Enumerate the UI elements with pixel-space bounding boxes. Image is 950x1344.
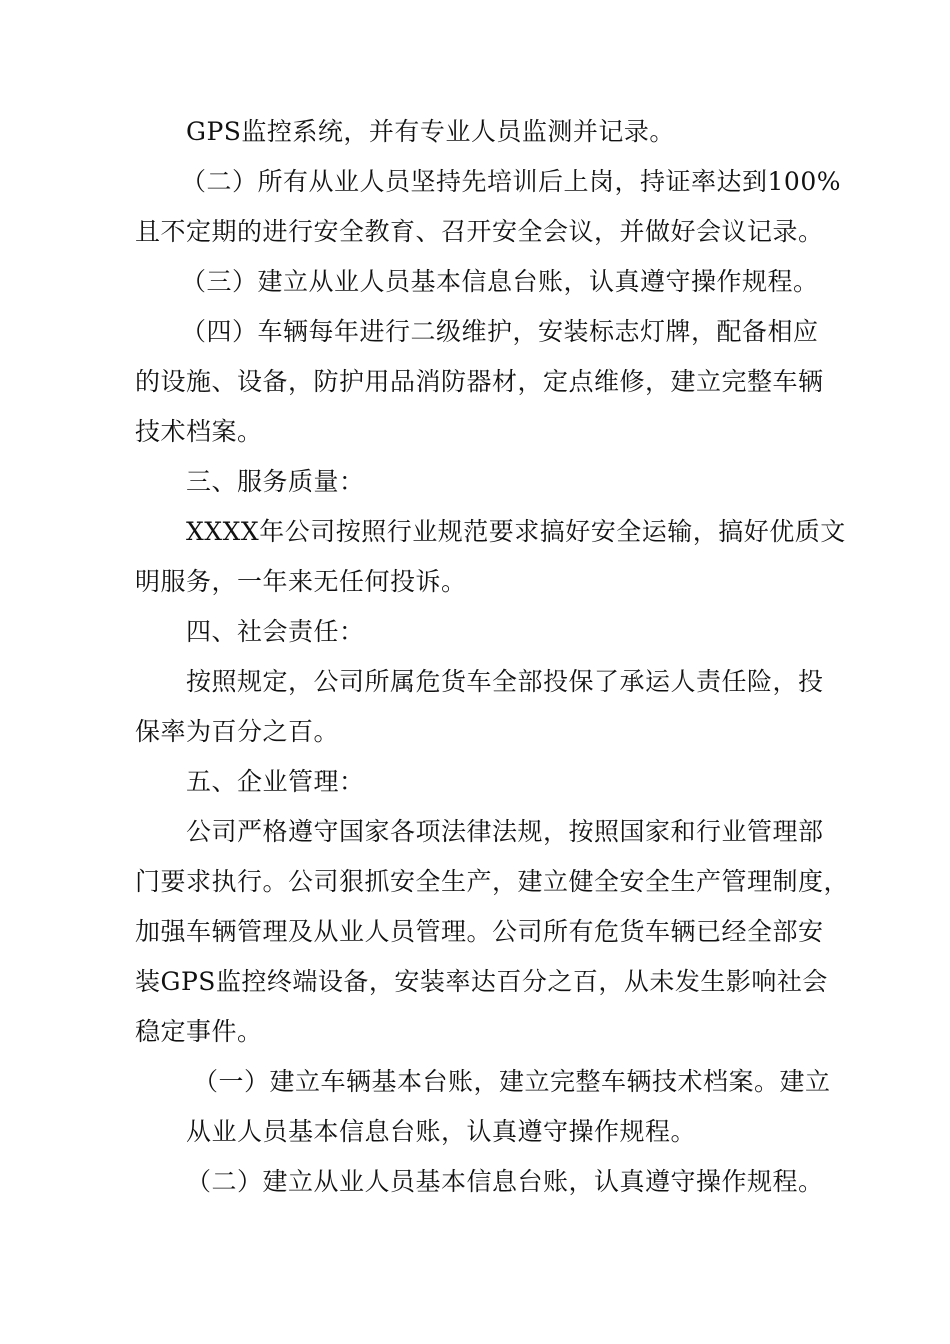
text-line: 门要求执行。公司狠抓安全生产，建立健全安全生产管理制度， xyxy=(135,867,850,896)
section-heading: 三、服务质量： xyxy=(186,467,365,496)
text-line: （二）所有从业人员坚持先培训后上岗，持证率达到100% xyxy=(181,167,841,196)
text-line: 公司严格遵守国家各项法律法规，按照国家和行业管理部 xyxy=(186,817,824,846)
section-heading: 四、社会责任： xyxy=(186,617,365,646)
text-line: （二）建立从业人员基本信息台账，认真遵守操作规程。 xyxy=(186,1167,824,1196)
text-line: 加强车辆管理及从业人员管理。公司所有危货车辆已经全部安 xyxy=(135,917,824,946)
text-line: （三）建立从业人员基本信息台账，认真遵守操作规程。 xyxy=(181,267,819,296)
text-line: 从业人员基本信息台账，认真遵守操作规程。 xyxy=(186,1117,697,1146)
text-line: （四）车辆每年进行二级维护，安装标志灯牌，配备相应 xyxy=(181,317,819,346)
text-line: 的设施、设备，防护用品消防器材，定点维修，建立完整车辆 xyxy=(135,367,824,396)
text-line: 稳定事件。 xyxy=(135,1017,263,1046)
text-line: XXXX年公司按照行业规范要求搞好安全运输，搞好优质文 xyxy=(186,517,846,546)
text-line: GPS监控系统，并有专业人员监测并记录。 xyxy=(186,117,675,146)
section-heading: 五、企业管理： xyxy=(186,767,365,796)
text-line: 且不定期的进行安全教育、召开安全会议，并做好会议记录。 xyxy=(135,217,824,246)
text-line: 保率为百分之百。 xyxy=(135,717,340,746)
text-line: 明服务，一年来无任何投诉。 xyxy=(135,567,467,596)
text-line: （一）建立车辆基本台账，建立完整车辆技术档案。建立 xyxy=(193,1067,831,1096)
text-line: 装GPS监控终端设备，安装率达百分之百，从未发生影响社会 xyxy=(135,967,828,996)
text-line: 技术档案。 xyxy=(135,417,263,446)
text-line: 按照规定，公司所属危货车全部投保了承运人责任险，投 xyxy=(186,667,824,696)
